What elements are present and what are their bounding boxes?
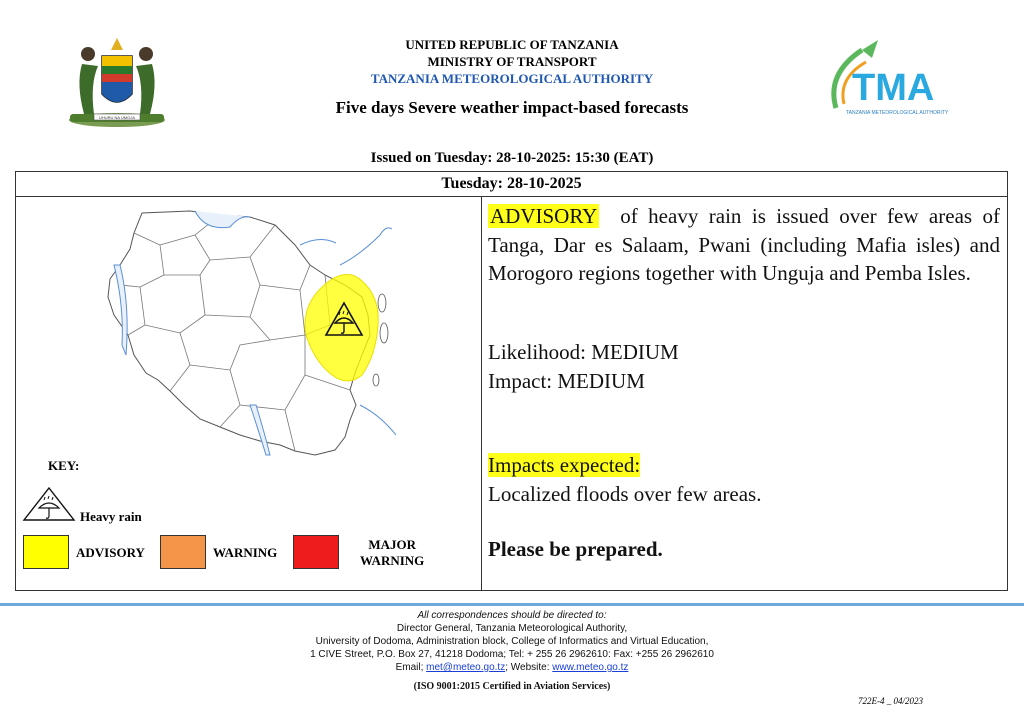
issued-line: Issued on Tuesday: 28-10-2025: 15:30 (EAT) xyxy=(370,150,654,166)
ministry-line: MINISTRY OF TRANSPORT xyxy=(427,54,597,69)
advisory-paragraph xyxy=(488,202,1000,288)
footer-rule xyxy=(0,603,1024,606)
impact-text: Impact: MEDIUM xyxy=(488,369,645,393)
tanzania-map xyxy=(100,205,400,470)
heavy-rain-key-label: Heavy rain xyxy=(80,509,142,524)
advisory-key-label: ADVISORY xyxy=(76,545,145,560)
coat-motto: UHURU NA UMOJA xyxy=(98,115,136,120)
impacts-expected-text: Localized floods over few areas. xyxy=(488,482,762,506)
heavy-rain-key-icon xyxy=(22,486,76,522)
document-title: Five days Severe weather impact-based forecasts xyxy=(335,98,689,117)
footer-address-3: 1 CIVE Street, P.O. Box 27, 41218 Dodoma; Tel: + 255 26 2962610: Fax: +255 26 2962610 xyxy=(310,649,714,660)
warning-swatch xyxy=(160,535,206,569)
iso-certification: (ISO 9001:2015 Certified in Aviation Services) xyxy=(413,681,611,692)
likelihood-text: Likelihood: MEDIUM xyxy=(488,340,679,364)
major-warning-swatch xyxy=(293,535,339,569)
footer-address-1: Director General, Tanzania Meteorological Authority, xyxy=(396,623,628,634)
pemba-island xyxy=(378,294,386,312)
footer-contacts: Email; met@meteo.go.tz; Website: www.meteo.go.tz xyxy=(395,662,629,673)
major-warning-key-label: MAJOR WARNING xyxy=(360,537,425,568)
advisory-label: ADVISORY xyxy=(490,204,598,228)
footer-address-2: University of Dodoma, Administration block, College of Informatics and Virtual Education, xyxy=(315,636,709,647)
forecast-date: Tuesday: 28-10-2025 xyxy=(15,171,1008,197)
authority-line: TANZANIA METEOROLOGICAL AUTHORITY xyxy=(370,71,654,86)
closing-statement: Please be prepared. xyxy=(488,537,663,561)
footer-intro: All correspondences should be directed to: xyxy=(417,610,607,621)
tma-logo-text: TMA xyxy=(852,67,935,109)
warning-key-label: WARNING xyxy=(213,545,278,560)
key-title: KEY: xyxy=(48,458,80,473)
impacts-expected-label: Impacts expected: xyxy=(488,453,641,477)
column-divider xyxy=(481,197,482,591)
tma-logo xyxy=(822,34,952,120)
country-line: UNITED REPUBLIC OF TANZANIA xyxy=(405,37,619,52)
tma-logo-subtitle: TANZANIA METEOROLOGICAL AUTHORITY xyxy=(846,110,949,116)
advisory-text: of heavy rain is issued over few areas of Tanga, Dar es Salaam, Pwani (including Mafia isles) and Morogoro regions together with Unguja and Pemba Isles. xyxy=(488,204,1000,285)
website-link[interactable]: www.meteo.go.tz xyxy=(552,662,629,673)
document-code: 722E-4 _ 04/2023 xyxy=(858,696,923,706)
unguja-island xyxy=(380,323,388,343)
advisory-swatch xyxy=(23,535,69,569)
email-link[interactable]: met@meteo.go.tz xyxy=(426,662,506,673)
mafia-island xyxy=(373,374,379,386)
